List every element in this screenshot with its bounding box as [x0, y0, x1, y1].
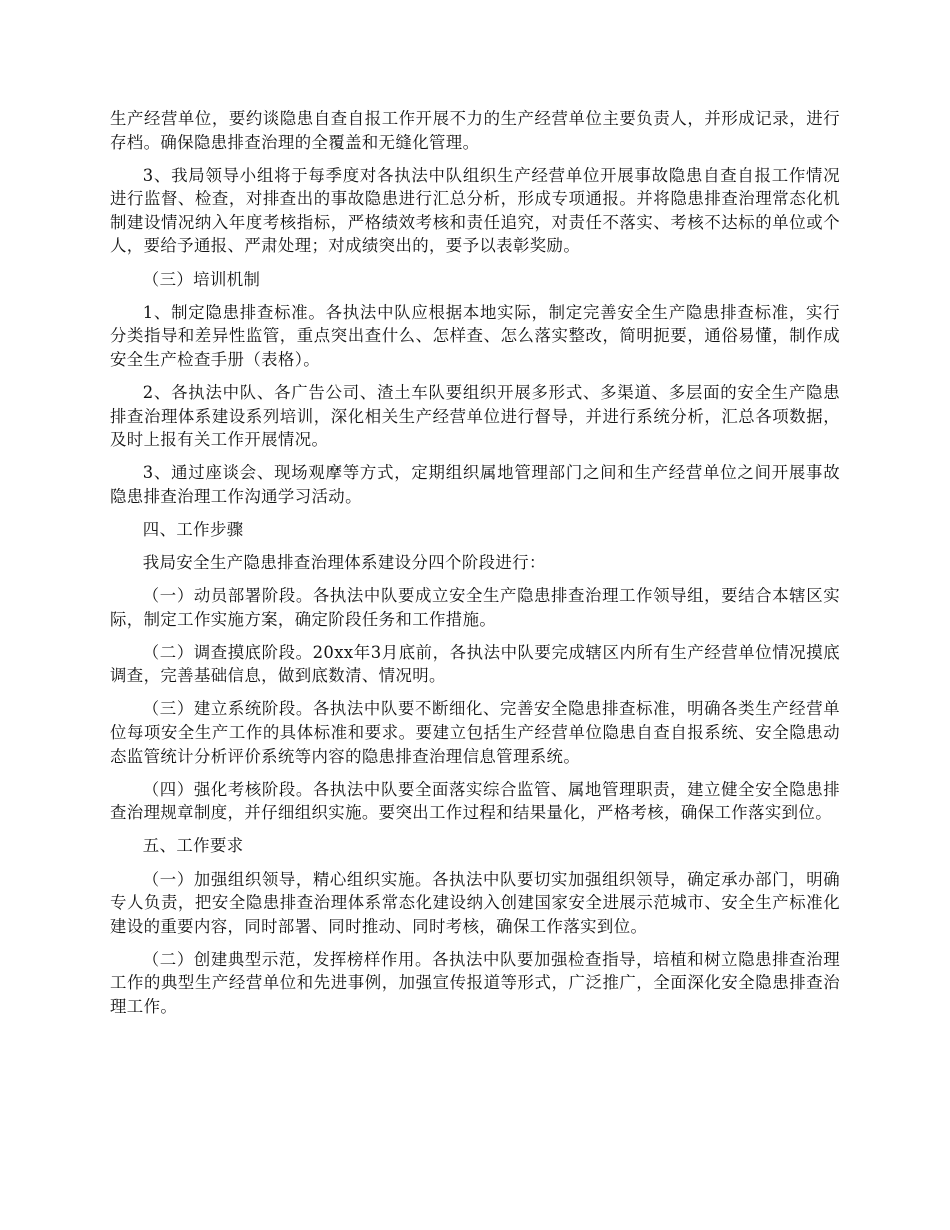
section-heading-work-requirements: 五、工作要求 — [142, 836, 244, 856]
paragraph-requirement-model-examples: （二）创建典型示范，发挥榜样作用。各执法中队要加强检查指导，培植和树立隐患排查治理工作的典型生产经营单位和先进事例，加强宣传报道等形式，广泛推广，全面深化安全隐患排查治理工作。 — [110, 949, 840, 1016]
paragraph-stage-survey: （二）调查摸底阶段。20xx年3月底前，各执法中队要完成辖区内所有生产经营单位情况摸底调查，完善基础信息，做到底数清、情况明。 — [110, 642, 840, 686]
document-page — [110, 107, 840, 1028]
paragraph-stage-system-build: （三）建立系统阶段。各执法中队要不断细化、完善安全隐患排查标准，明确各类生产经营单位每项安全生产工作的具体标准和要求。要建立包括生产经营单位隐患自查自报系统、安全隐患动态监管统计分析评价系统等内容的隐患排查治理信息管理系统。 — [110, 699, 840, 766]
paragraph-four-stages-intro: 我局安全生产隐患排查治理体系建设分四个阶段进行： — [142, 553, 546, 572]
paragraph-item-3-exchange: 3、通过座谈会、现场观摩等方式，定期组织属地管理部门之间和生产经营单位之间开展事故隐患排查治理工作沟通学习活动。 — [110, 463, 840, 506]
paragraph-item-2-training: 2、各执法中队、各广告公司、渣土车队要组织开展多形式、多渠道、多层面的安全生产隐患排查治理体系建设系列培训，深化相关生产经营单位进行督导，并进行系统分析，汇总各项数据，及时上报有关工作开展情况。 — [110, 382, 840, 450]
section-heading-work-steps: 四、工作步骤 — [142, 519, 244, 539]
paragraph-requirement-leadership: （一）加强组织领导，精心组织实施。各执法中队要切实加强组织领导，确定承办部门，明确专人负责，把安全隐患排查治理体系常态化建设纳入创建国家安全进展示范城市、安全生产标准化建设的重要内容，同时部署、同时推动、同时考核，确保工作落实到位。 — [110, 869, 840, 936]
paragraph-item-3-quarterly-supervision: 3、我局领导小组将于每季度对各执法中队组织生产经营单位开展事故隐患自查自报工作情况进行监督、检查，对排查出的事故隐患进行汇总分析，形成专项通报。并将隐患排查治理常态化机制建设情况纳入年度考核指标，严格绩效考核和责任追究，对责任不落实、考核不达标的单位或个人，要给予通报、严肃处理；对成绩突出的，要予以表彰奖励。 — [110, 165, 840, 256]
paragraph-stage-mobilization: （一）动员部署阶段。各执法中队要成立安全生产隐患排查治理工作领导组，要结合本辖区实际，制定工作实施方案，确定阶段任务和工作措施。 — [110, 586, 840, 629]
paragraph-stage-assessment: （四）强化考核阶段。各执法中队要全面落实综合监管、属地管理职责，建立健全安全隐患排查治理规章制度，并仔细组织实施。要突出工作过程和结果量化，严格考核，确保工作落实到位。 — [110, 779, 840, 823]
paragraph-continuation: 生产经营单位，要约谈隐患自查自报工作开展不力的生产经营单位主要负责人，并形成记录，进行存档。确保隐患排查治理的全覆盖和无缝化管理。 — [110, 109, 840, 152]
section-heading-training-mechanism: （三）培训机制 — [142, 269, 261, 289]
paragraph-item-1-standards: 1、制定隐患排查标准。各执法中队应根据本地实际，制定完善安全生产隐患排查标准，实行分类指导和差异性监管，重点突出查什么、怎样查、怎么落实整改，简明扼要，通俗易懂，制作成安全生产检查手册（表格）。 — [110, 302, 840, 369]
